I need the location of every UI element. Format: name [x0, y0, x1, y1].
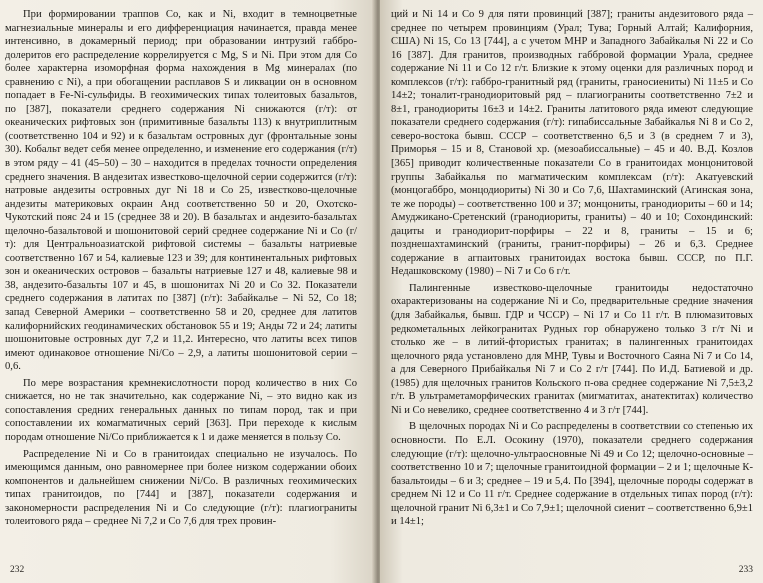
paragraph: По мере возрастания кремнекислотности пород количество в них Со снижается, но не так значительно, как содержание Ni, – это видно как из сопоставления средних генеральных данных по типам пород, так и при сопоставлении их комагматичных серий [363]. При переходе к кислым породам отношение Ni/Со приближается к 1 и даже меняется в пользу Со.	[5, 377, 357, 443]
page-number-left: 232	[10, 565, 25, 575]
left-page-text	[5, 8, 357, 529]
paragraph: Палингенные известково-щелочные гранитоиды недостаточно охарактеризованы на содержание Ni и Со, предварительные средние значения (для Забайкалья, бывш. ГДР и ЧССР) – Ni 17 и Со 11 г/т. В плюмазитовых редкометальных лейкогранитах Рудных гор обнаружено только 3 г/т Ni и столько же – в литий-фтористых гранитах; в палингенных гранитоидах щелочного ряда установлено для МНР, Тувы и Восточного Саяна Ni 7 и Со 14, а для Северного Прибайкалья Ni 7 и Со 2 г/т [744]. По И.Д. Батиевой и др. (1985) для щелочных гранитов Кольского п-ова среднее содержание Ni 7,5±3,2 г/т. В ультраметаморфических гранитах (мигматитах, анатектитах) количество Ni и Со невелико, среднее соответственно 4 и 3 г/т [744].	[391, 282, 753, 416]
right-page	[380, 0, 763, 583]
paragraph: Распределение Ni и Со в гранитоидах специально не изучалось. По имеющимся данным, оно равномернее при более низком содержании обоих компонентов и дальнейшем снижении Ni/Со. В различных геохимических типах гранитоидов, по [744] и [387], показатели содержания и закономерности распределения Ni и Со следующие (г/т): плагиограниты толеитового ряда – среднее Ni 7,2 и Со 7,6 для трех провин-	[5, 448, 357, 528]
paragraph: В щелочных породах Ni и Со распределены в соответствии со степенью их основности. По Е.Л. Осокину (1970), показатели среднего содержания следующие (г/т): щелочно-ультраосновные Ni 49 и Со 12; щелочно-основные – соответственно 10 и 7; щелочные гранитоидной формации – 2 и 1; щелочные К-базальтоиды – 6 и 3; среднее – 19 и 5,4. По [394], щелочные породы содержат в среднем Ni 12 и Со 11 г/т. Среднее содержание в отдельных типах пород (г/т): щелочной гранит Ni 6,3±1 и Со 7,9±1; щелочной сиенит – соответственно 6,9±1 и 14±1;	[391, 421, 753, 528]
left-page	[0, 0, 376, 583]
right-page-text	[391, 8, 753, 529]
page-number-right: 233	[738, 565, 753, 575]
paragraph: ций и Ni 14 и Со 9 для пяти провинций [387]; граниты андезитового ряда – среднее по четырем провинциям (Урал; Тува; Горный Алтай; Калифорния, США) Ni 15, Со 13 [744], а с учетом МНР и Западного Забайкалья Ni 22 и Со 16 [387]. Для гранитов, производных габбровой формации Урала, среднее содержание Ni 11 и Со 12 г/т. Близкие к этому оценки для различных пород и комплексов (г/т): габбро-гранитный ряд (граниты, граносиениты) Ni 11±5 и Со 14±2; тоналит-гранодиоритовый ряд – плагиограниты соответственно 7±2 и 8±1, гранодиориты 16±3 и 14±2. Граниты латитового ряда имеют следующие показатели среднего содержания (г/т): гипабиссальные Забайкалья Ni 8 и Со 2, северо-востока бывш. СССР – соответственно 6,5 и 3 (в среднем 7 и 3), Приморья – 15 и 8, Становой хр. (мезоабиссальные) – 45 и 40. В.Д. Козлов [365] приводит количественные показатели Со в гранитоидах монцонитовой группы Забайкалья по магматическим комплексам (г/т): Акатуевский (монцогаббро, монцодиориты) Ni 30 и Со 7,6, Шахтаминский (Агинская зона, те же породы) – соответственно 100 и 37; монцониты, гранодиориты – 60 и 14; Амуджикано-Сретенский (гранодиориты, граниты) – 40 и 10; Сохондинский: дациты и гранодиорит-порфиры – 22 и 8, граниты – 15 и 6; позднешахтаминский (граниты, гранит-порфиры) – 26 и 6,3. Среднее содержание в агпаитовых гранитоидах востока бывш. СССР, по П.Г. Недашковскому (1980) – Ni 7 и Со 6 г/т.	[391, 9, 753, 278]
paragraph: При формировании траппов Со, как и Ni, входит в темноцветные магнезиальные минералы и его дифференциация начинается, правда менее интенсивно, в докамерный период; при образовании интрузий габбро-долеритов его распределение коррелируется с Mg, S и Ni. При этом для Со более характерна изоморфная форма нахождения в Mg минералах (по сравнению с Ni), а при обогащении расплавов S и ликвации он в основном попадает в Fe-Ni-сульфиды. В геохимических типах толеитовых базальтов, по [387], показатели среднего содержания Ni снижаются (г/т): от океанических рифтовых зон (примитивные базальты 113) к внутриплитным (соответственно 104 и 92) и к базальтам островных дуг (фронтальные зоны 30). Кобальт ведет себя менее определенно, и изменение его содержания (г/т) в этом ряду – 41 (45–50) – 30 – находится в пределах точности определения среднего значения. В андезитах известково-щелочной серии содержится (г/т): натровые андезиты островных дуг Ni 18 и Со 25, известково-щелочные андезиты материковых окраин Анд соответственно 50 и 20, Охотско-Чукотский пояс 24 и 15 (среднее 38 и 20). В базальтах и андезито-базальтах щелочно-базальтовой и шошонитовой серий среднее содержание Ni и Со (г/т): для Центральноазиатской рифтовой системы – базальты натриевые соответственно 167 и 54, калиевые 123 и 39; для континентальных рифтовых зон и океанических островов – базальты натриевые 127 и 48, калиевые 98 и 38, андезито-базальты 107 и 45, в шошонитах Ni 20 и Со 32. Показатели среднего содержания в латитах по [387] (г/т): Забайкалье – Ni 52, Со 18; запад Северной Америки – соответственно 58 и 20, среднее для латитов калифорнийских геодинамических обстановок 55 и 19; Анды 72 и 24; латиты шошонитовые островных дуг 7,2 и 11,2. Интересно, что латиты всех типов имеют одинаковое отношение Ni/Со – 2,9, а латиты шошонитовой серии – 0,6.	[5, 9, 357, 373]
